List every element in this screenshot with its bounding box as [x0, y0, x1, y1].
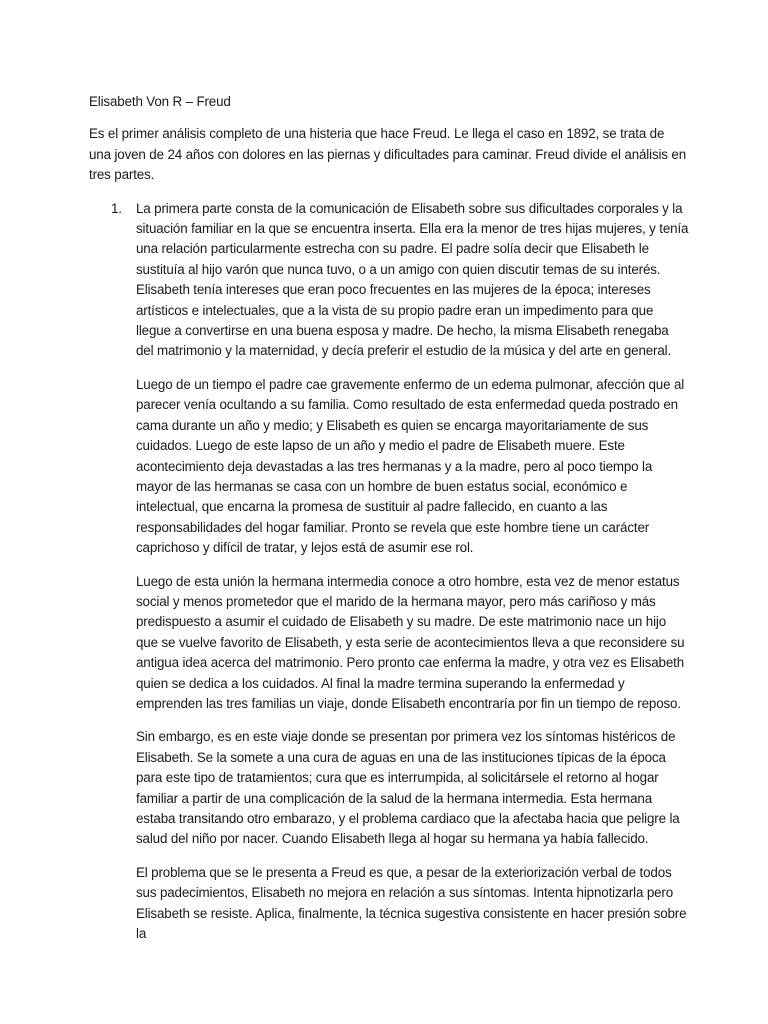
list-number: 1.	[111, 200, 122, 216]
document-body	[89, 92, 689, 957]
list-paragraph: Luego de esta unión la hermana intermedia conoce a otro hombre, esta vez de menor estatus social y menos prometedor que el marido de la hermana mayor, pero más cariñoso y más predispuesto a asumir el cuidado de Elisabeth y su madre. De este matrimonio nace un hijo que se vuelve favorito de Elisabeth, y esta serie de acontecimientos lleva a que reconsidere su antigua idea acerca del matrimonio. Pero pronto cae enferma la madre, y otra vez es Elisabeth quien se dedica a los cuidados. Al final la madre termina superando la enfermedad y emprenden las tres familias un viaje, donde Elisabeth encontraría por fin un tiempo de reposo.	[136, 573, 685, 711]
list-paragraph: El problema que se le presenta a Freud es que, a pesar de la exteriorización verbal de todos sus padecimientos, Elisabeth no mejora en relación a sus síntomas. Intenta hipnotizarla pero Elisabeth se resiste. Aplica, finalmente, la técnica sugestiva consistente en hacer presión sobre la	[136, 864, 687, 942]
list-paragraph: Luego de un tiempo el padre cae gravemente enfermo de un edema pulmonar, afección que al parecer venía ocultando a su familia. Como resultado de esta enfermedad queda postrado en cama durante un año y medio; y Elisabeth es quien se encarga mayoritariamente de sus cuidados. Luego de este lapso de un año y medio el padre de Elisabeth muere. Este acontecimiento deja devastadas a las tres hermanas y a la madre, pero al poco tiempo la mayor de las hermanas se casa con un hombre de buen estatus social, económico e intelectual, que encarna la promesa de sustituir al padre fallecido, en cuanto a las responsabilidades del hogar familiar. Pronto se revela que este hombre tiene un carácter caprichoso y difícil de tratar, y lejos está de asumir ese rol.	[136, 376, 685, 556]
list-paragraph: Sin embargo, es en este viaje donde se presentan por primera vez los síntomas histéricos de Elisabeth. Se la somete a una cura de aguas en una de las instituciones típicas de la época para este tipo de tratamientos; cura que es interrumpida, al solicitársele el retorno al hogar familiar a partir de una complicación de la salud de la hermana intermedia. Esta hermana estaba transitando otro embarazo, y el problema cardiaco que la afectaba hacia que peligre la salud del niño por nacer. Cuando Elisabeth llega al hogar su hermana ya había fallecido.	[136, 729, 680, 847]
document-title: Elisabeth Von R – Freud	[89, 94, 231, 109]
list-item	[89, 199, 689, 945]
page-bottom-fade	[0, 964, 768, 1024]
list-paragraph: La primera parte consta de la comunicación de Elisabeth sobre sus dificultades corporales y la situación familiar en la que se encuentra inserta. Ella era la menor de tres hijas mujeres, y tenía una relación particularmente estrecha con su padre. El padre solía decir que Elisabeth le sustituía al hijo varón que nunca tuvo, o a un amigo con quien discutir temas de su interés. Elisabeth tenía intereses que eran poco frecuentes en las mujeres de la época; intereses artísticos e intelectuales, que a la vista de su propio padre eran un impedimento para que llegue a convertirse en una buena esposa y madre. De hecho, la misma Elisabeth renegaba del matrimonio y la maternidad, y decía preferir el estudio de la música y del arte en general.	[136, 200, 689, 359]
intro-paragraph: Es el primer análisis completo de una histeria que hace Freud. Le llega el caso en 1892, se trata de una joven de 24 años con dolores en las piernas y dificultades para caminar. Freud divide el análisis en tres partes.	[89, 126, 687, 183]
numbered-list	[89, 199, 689, 945]
